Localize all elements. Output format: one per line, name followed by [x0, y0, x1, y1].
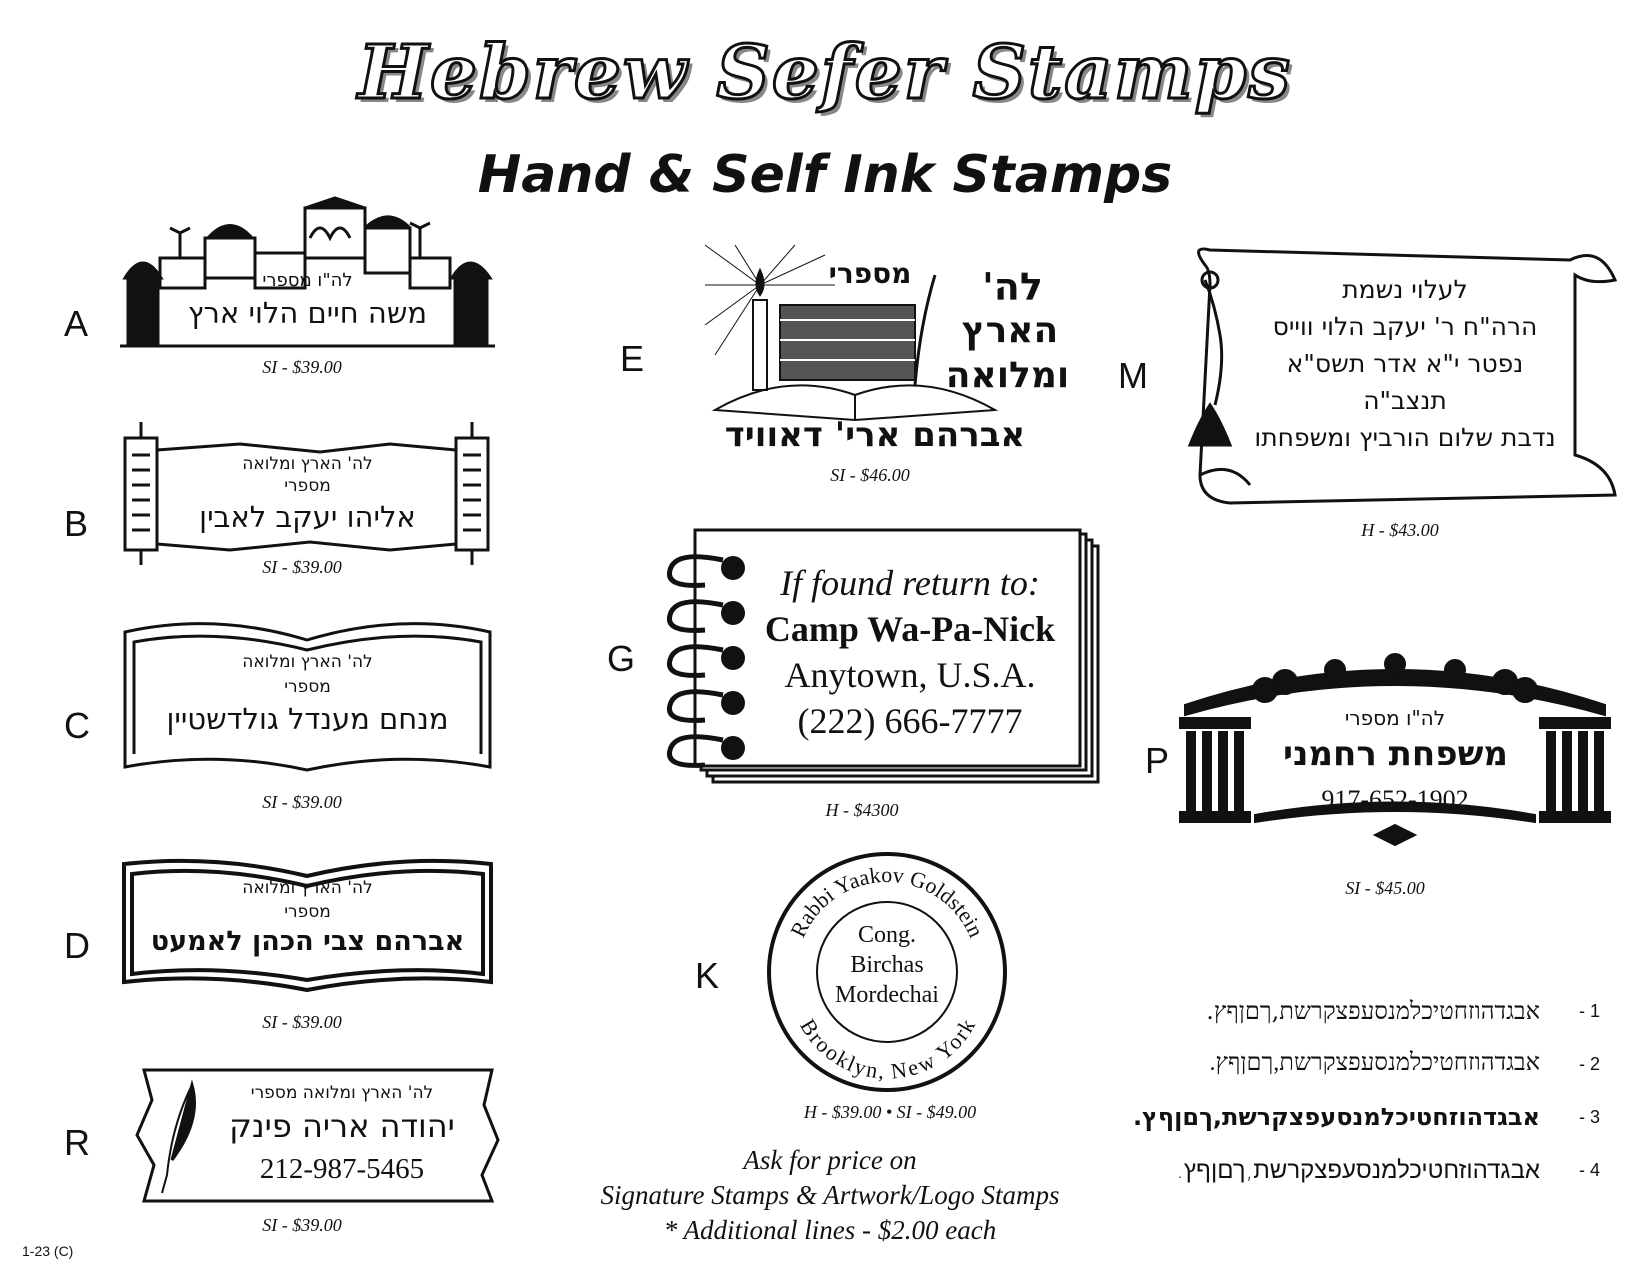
stamp-b-line2: מספרי [284, 476, 331, 496]
stamp-c-line1: לה' הארץ ומלואה [242, 652, 373, 672]
stamp-g-line1: If found return to: [780, 563, 1040, 603]
stamp-g-line3: Anytown, U.S.A. [784, 655, 1036, 695]
stamp-a-line2: משה חיים הלוי ארץ [187, 296, 428, 330]
stamp-b[interactable] [120, 420, 495, 565]
stamp-r[interactable] [132, 1065, 504, 1205]
alphabet-sample-3 [1130, 1103, 1600, 1143]
stamp-p-price: SI - $45.00 [1345, 878, 1425, 898]
stamp-letter-c: C [64, 705, 90, 746]
stamp-g-line2: Camp Wa-Pa-Nick [764, 609, 1056, 649]
alphabet-sample-2 [1130, 1050, 1600, 1090]
page-subtitle: Hand & Self Ink Stamps [477, 145, 1173, 205]
stamp-k-line2: Birchas [850, 952, 924, 978]
ask-line2: Signature Stamps & Artwork/Logo Stamps [600, 1180, 1060, 1210]
stamp-letter-k: K [695, 955, 720, 996]
stamp-letter-m: M [1118, 355, 1148, 396]
stamp-k-ring-top: Rabbi Yaakov Goldstein [785, 861, 989, 942]
stamp-m-line2: הרה"ח ר' יעקב הלוי ווייס [1272, 312, 1538, 341]
alphabet-4-text: אבגדהוזחטיכלמנסעפצקרשת,ךםןףץ. [1176, 1156, 1540, 1184]
stamp-e-line5: אברהם ארי' דאוויד [724, 415, 1026, 455]
stamp-letter-p: P [1145, 740, 1170, 781]
stamp-b-price: SI - $39.00 [262, 557, 342, 577]
stamp-p[interactable] [1175, 650, 1615, 860]
stamp-letter-g: G [607, 638, 636, 679]
ask-line3: * Additional lines - $2.00 each [663, 1215, 997, 1245]
stamp-c-price: SI - $39.00 [262, 792, 342, 812]
stamp-p-line2: משפחת רחמני [1282, 734, 1509, 774]
stamp-g-line4: (222) 666-7777 [797, 701, 1023, 741]
stamp-k-center [817, 920, 957, 1010]
stamp-letter-r: R [64, 1122, 90, 1163]
stamp-r-line1: לה' הארץ ומלואה מספרי [250, 1083, 434, 1103]
ask-line1: Ask for price on [743, 1145, 917, 1175]
stamp-a-line1: לה"ו מספרי [262, 270, 353, 291]
alphabet-1-number: - 1 [1578, 1001, 1600, 1021]
stamp-r-line2: יהודה אריה פינק [229, 1107, 455, 1145]
stamp-b-line1: לה' הארץ ומלואה [242, 454, 373, 474]
stamp-k[interactable] [765, 850, 1010, 1095]
stamp-c[interactable] [120, 622, 495, 772]
stamp-c-line3: מנחם מענדל גולדשטיין [166, 702, 449, 736]
stamp-d-line2: מספרי [284, 902, 331, 922]
stamp-c-line2: מספרי [284, 677, 331, 697]
stamp-r-line3: 212-987-5465 [259, 1153, 425, 1185]
stamp-r-price: SI - $39.00 [262, 1215, 342, 1235]
stamp-e-line1: מספרי [828, 257, 912, 290]
stamp-m[interactable] [1170, 245, 1615, 510]
stamp-d-price: SI - $39.00 [262, 1012, 342, 1032]
stamp-p-line3: 917-652-1902 [1321, 785, 1469, 814]
alphabet-sample-1 [1130, 997, 1600, 1037]
stamp-a-price: SI - $39.00 [262, 357, 342, 377]
open-book-frame-icon [120, 622, 495, 772]
stamp-letter-d: D [64, 925, 90, 966]
alphabet-2-number: - 2 [1578, 1054, 1600, 1074]
stamp-m-line5: נדבת שלום הורביץ ומשפחתו [1254, 423, 1556, 452]
stamp-g[interactable] [665, 530, 1105, 790]
stamp-m-line3: נפטר י"א אדר תשס"א [1286, 349, 1524, 378]
alphabet-sample-4 [1130, 1156, 1600, 1196]
stamp-e-line4: ומלואה [945, 355, 1070, 396]
page-title: Hebrew Sefer Stamps [358, 30, 1292, 116]
stamp-d-line1: לה' הארץ ומלואה [242, 878, 373, 898]
stamp-e-line3: הארץ [961, 310, 1059, 351]
page-code: 1-23 (C) [22, 1243, 74, 1259]
stamp-d-line3: אברהם צבי הכהן לאמעט [150, 926, 465, 957]
stamp-k-line1: Cong. [857, 922, 916, 948]
stamp-p-line1: לה"ו מספרי [1344, 706, 1446, 730]
alphabet-2-text: אבגדהוזחטיכלמנסעפצקרשת,ךםןףץ. [1209, 1050, 1540, 1076]
stamp-m-price: H - $43.00 [1361, 520, 1439, 540]
stamp-letter-a: A [64, 303, 89, 344]
alphabet-3-number: - 3 [1578, 1107, 1600, 1127]
stamp-k-line3: Mordechai [835, 982, 939, 1008]
stamp-letter-b: B [64, 503, 89, 544]
stamp-e-price: SI - $46.00 [830, 465, 910, 485]
stamp-a[interactable] [120, 198, 495, 348]
stamp-g-price: H - $4300 [825, 800, 899, 820]
alphabet-1-text: אבגדהוזחטיכלמנסעפצקרשת,ךםןףץ. [1206, 997, 1540, 1025]
alphabet-3-text: אבגדהוזחטיכלמנסעפצקרשת,ךםןףץ. [1132, 1103, 1540, 1131]
ask-price-note [570, 1143, 1090, 1248]
stamp-k-ring-bottom: Brooklyn, New York [795, 1014, 980, 1084]
stamp-b-line3: אליהו יעקב לאבין [199, 500, 416, 534]
stamp-e[interactable] [705, 245, 1075, 470]
stamp-e-line2: לה' [982, 265, 1043, 309]
stamp-m-line4: תנצב"ה [1363, 386, 1447, 415]
alphabet-4-number: - 4 [1578, 1160, 1600, 1180]
stamp-letter-e: E [620, 338, 645, 379]
stamp-d[interactable] [120, 862, 495, 992]
stamp-k-price: H - $39.00 • SI - $49.00 [803, 1102, 977, 1122]
stamp-m-line1: לעלוי נשמת [1342, 275, 1468, 304]
